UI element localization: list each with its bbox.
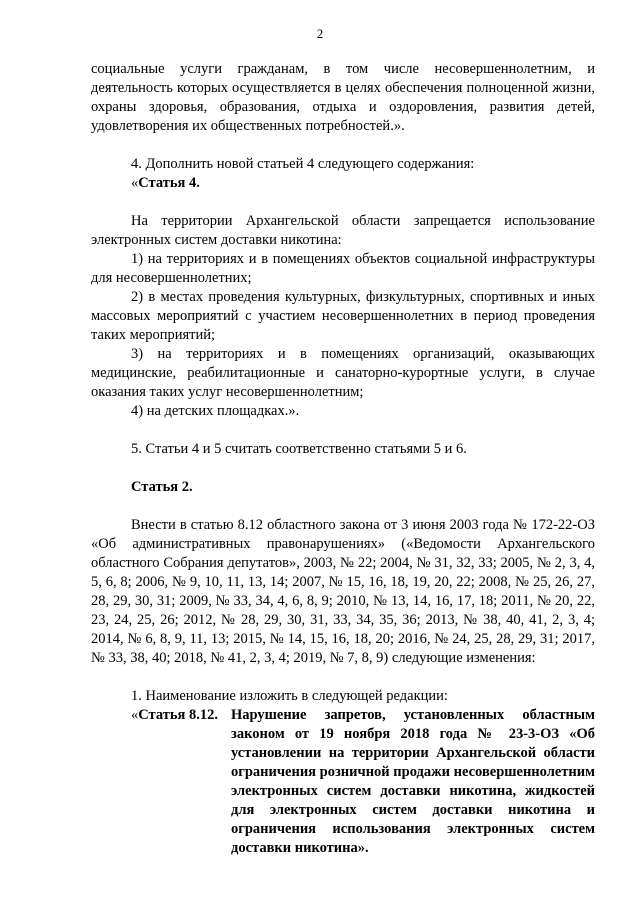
- item-1-intro: 1. Наименование изложить в следующей редакции:: [131, 688, 448, 704]
- article-2-heading: Статья 2.: [131, 479, 193, 495]
- article-4-item-4: 4) на детских площадках.».: [131, 403, 300, 419]
- article-8-12-title: Нарушение запретов, установленных областным законом от 19 ноября 2018 года № 23-3-ОЗ «Об установлении на территории Архангельской области ограничения розничной продажи несовершеннолетним электронных систем доставки никотина, жидкостей для электронных систем доставки никотина и ограничения использования электронных систем доставки никотина».: [231, 707, 595, 856]
- article-8-12-block: [91, 706, 595, 858]
- article-4-item-3: 3) на территориях и в помещениях организаций, оказывающих медицинские, реабилитационные и санаторно-курортные услуги, в случае оказания таких услуг несовершеннолетним;: [91, 346, 595, 400]
- paragraph-continuation: социальные услуги гражданам, в том числе несовершеннолетним, и деятельность которых осуществляется в целях обеспечения полноценной жизни, охраны здоровья, образования, отдыха и оздоровления, развития детей, удовлетворения их общественных потребностей.».: [91, 61, 595, 134]
- article-4-item-1: 1) на территориях и в помещениях объектов социальной инфраструктуры для несовершеннолетних;: [91, 251, 595, 286]
- article-4-text: На территории Архангельской области запрещается использование электронных систем доставки никотина:: [91, 213, 595, 248]
- article-2-text: Внести в статью 8.12 областного закона от 3 июня 2003 года № 172-22-ОЗ «Об административных правонарушениях» («Ведомости Архангельского областного Собрания депутатов», 2003, № 22; 2004, № 31, 32, 33; 2005, № 2, 3, 4, 5, 6, 8; 2006, № 9, 10, 11, 13, 14; 2007, № 15, 16, 18, 19, 20, 22; 2008, № 25, 26, 27, 28, 29, 30, 31; 2009, № 33, 34, 4, 6, 8, 9; 2010, № 13, 14, 16, 17, 18; 2011, № 20, 22, 23, 24, 25, 26; 2012, № 28, 29, 30, 31, 33, 34, 35, 36; 2013, № 38, 40, 41, 2, 3, 4; 2014, № 6, 8, 9, 11, 13; 2015, № 14, 15, 16, 18, 20; 2016, № 24, 25, 28, 29, 31; 2017, № 33, 38, 40; 2018, № 41, 2, 3, 4; 2019, № 7, 8, 9) следующие изменения:: [91, 517, 595, 666]
- item-4-intro: 4. Дополнить новой статьей 4 следующего содержания:: [131, 156, 475, 172]
- page-number: 2: [316, 26, 324, 41]
- article-4-item-2: 2) в местах проведения культурных, физкультурных, спортивных и иных массовых мероприятий с участием несовершеннолетних в период проведения таких мероприятий;: [91, 289, 595, 343]
- article-8-12-label: «Статья 8.12.: [131, 707, 218, 723]
- article-4-heading: «Статья 4.: [131, 175, 200, 191]
- item-5: 5. Статьи 4 и 5 считать соответственно статьями 5 и 6.: [131, 441, 467, 457]
- document-body: [91, 60, 595, 858]
